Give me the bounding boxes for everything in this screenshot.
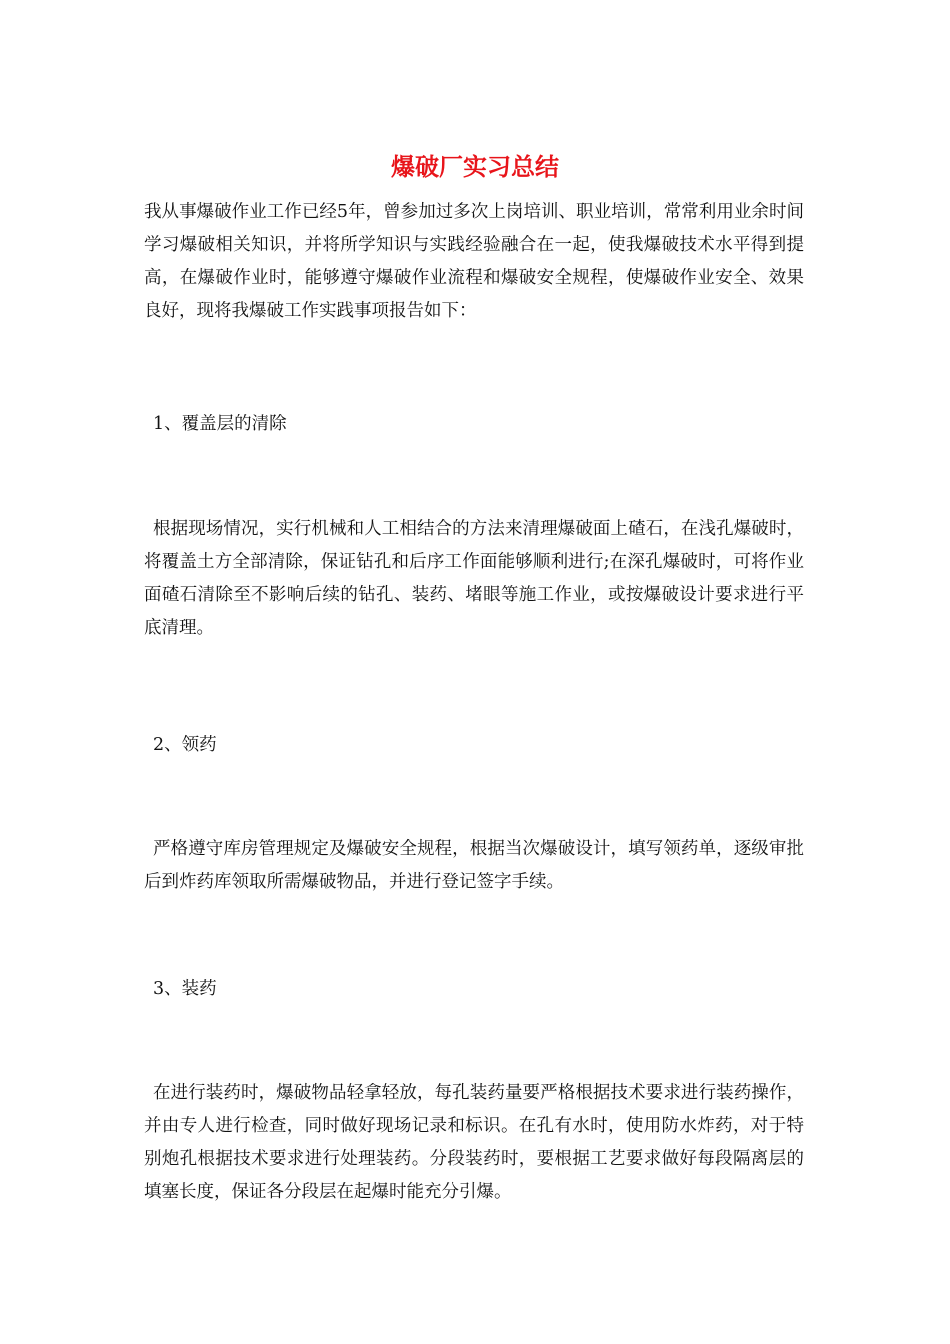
section-heading-receive-explosives: 2、领药 [153,735,217,755]
section-body-cover-layer: 根据现场情况，实行机械和人工相结合的方法来清理爆破面上碴石，在浅孔爆破时，将覆盖土方全部清除，保证钻孔和后序工作面能够顺利进行;在深孔爆破时，可将作业面碴石清除至不影响后续的钻孔、装药、堵眼等施工作业，或按爆破设计要求进行平底清理。 [144,519,804,638]
section-heading-charging: 3、装药 [153,979,217,999]
section-body-charging: 在进行装药时，爆破物品轻拿轻放，每孔装药量要严格根据技术要求进行装药操作，并由专人进行检查，同时做好现场记录和标识。在孔有水时，使用防水炸药，对于特别炮孔根据技术要求进行处理装药。分段装药时，要根据工艺要求做好每段隔离层的填塞长度，保证各分段层在起爆时能充分引爆。 [144,1083,804,1202]
section-body-receive-explosives: 严格遵守库房管理规定及爆破安全规程，根据当次爆破设计，填写领药单，逐级审批后到炸药库领取所需爆破物品，并进行登记签字手续。 [144,839,804,892]
intro-paragraph: 我从事爆破作业工作已经5年，曾参加过多次上岗培训、职业培训，常常利用业余时间学习爆破相关知识，并将所学知识与实践经验融合在一起，使我爆破技术水平得到提高，在爆破作业时，能够遵守爆破作业流程和爆破安全规程，使爆破作业安全、效果良好，现将我爆破工作实践事项报告如下： [144,202,804,321]
section-heading-cover-layer: 1、覆盖层的清除 [153,414,287,434]
document-title: 爆破厂实习总结 [391,153,559,181]
